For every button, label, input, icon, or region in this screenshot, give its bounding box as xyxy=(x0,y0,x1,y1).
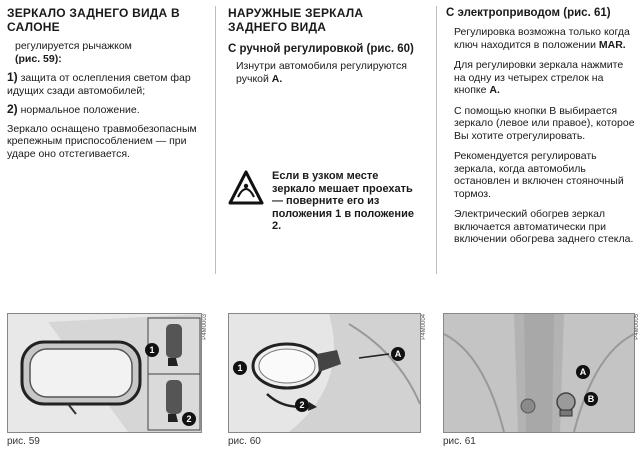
column-interior-mirror xyxy=(7,6,203,160)
intro-text-a: регулируется рычажком xyxy=(15,40,132,52)
callout-a: A xyxy=(391,347,405,361)
key-position: MAR. xyxy=(598,38,626,51)
figure-caption: рис. 59 xyxy=(7,436,40,447)
body-text xyxy=(446,59,636,97)
figure-interior-mirror xyxy=(7,313,202,433)
figure-ref: (рис. 59): xyxy=(15,52,62,65)
body-text: Зеркало оснащено травмобезопасным крепежным приспособлением — при ударе оно отстегивается. xyxy=(7,122,197,160)
callout-a: A xyxy=(576,365,590,379)
body-text-a: Регулировка возможна только когда ключ находится в положении xyxy=(454,26,630,51)
figure-code: P4M0005 xyxy=(634,314,640,340)
body-text: Рекомендуется регулировать зеркала, когда автомобиль остановлен и включен стояночный тормоз. xyxy=(454,150,624,200)
body-text-a: Для регулировки зеркала нажмите на одну из четырех стрелок на кнопке xyxy=(454,59,624,96)
figure-outside-mirror xyxy=(228,313,421,433)
warning-box xyxy=(228,170,424,232)
interior-mirror-illustration xyxy=(8,314,201,432)
column-electric-mirrors xyxy=(446,6,636,246)
figure-caption: рис. 60 xyxy=(228,436,261,447)
callout-2: 2 xyxy=(182,412,196,426)
item-text: защита от ослепления светом фар идущих сзади автомобилей; xyxy=(7,72,191,97)
figure-code: P4M0004 xyxy=(421,314,427,340)
intro-text xyxy=(7,40,203,65)
callout-2: 2 xyxy=(295,398,309,412)
item-number: 1) xyxy=(7,70,18,84)
body-text-a: Изнутри автомобиля регулируются ручкой xyxy=(236,60,407,85)
column-divider xyxy=(215,6,216,274)
body-text xyxy=(446,26,636,51)
figure-mirror-control xyxy=(443,313,635,433)
section-heading: ЗЕРКАЛО ЗАДНЕГО ВИДА В САЛОНЕ xyxy=(7,6,180,34)
callout-1: 1 xyxy=(233,361,247,375)
section-heading: НАРУЖНЫЕ ЗЕРКАЛА ЗАДНЕГО ВИДА xyxy=(228,6,364,34)
warning-text: Если в узком месте зеркало мешает проехать — поверните его из положения 1 в положение 2. xyxy=(272,170,414,232)
figure-code: P4M0003 xyxy=(202,314,208,340)
outside-mirror-illustration xyxy=(229,314,420,432)
item-text: нормальное положение. xyxy=(20,104,140,116)
body-text xyxy=(228,60,424,85)
list-item xyxy=(7,103,203,117)
subheading: С электроприводом (рис. 61) xyxy=(446,7,611,19)
body-text: Электрический обогрев зеркал включается автоматически при включении обогрева заднего стекла. xyxy=(454,208,634,245)
column-divider xyxy=(436,6,437,274)
figure-caption: рис. 61 xyxy=(443,436,476,447)
column-outside-mirrors xyxy=(228,6,424,85)
control-label: A. xyxy=(489,84,500,96)
list-item xyxy=(7,71,203,97)
warning-icon xyxy=(228,170,264,206)
body-text: С помощью кнопки B выбирается зеркало (левое или правое), которое Вы хотите отрегулировать. xyxy=(454,104,635,142)
item-number: 2) xyxy=(7,102,18,116)
callout-1: 1 xyxy=(145,343,159,357)
callout-b: B xyxy=(584,392,598,406)
control-label: A. xyxy=(271,72,283,85)
subheading: С ручной регулировкой (рис. 60) xyxy=(228,43,414,55)
mirror-control-illustration xyxy=(444,314,634,432)
